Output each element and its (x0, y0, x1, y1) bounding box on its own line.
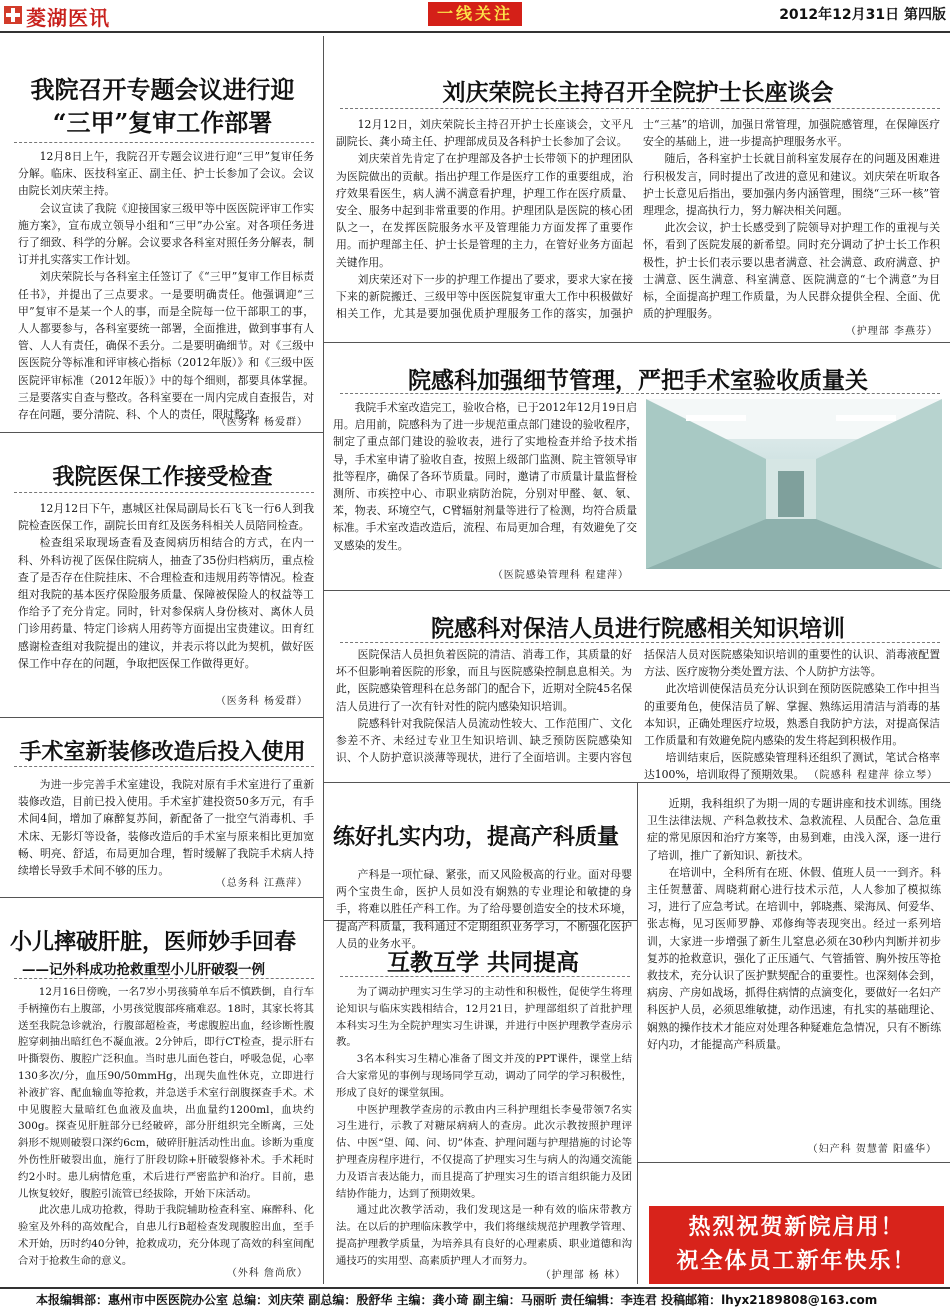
logo-text: 菱湖医讯 (26, 6, 110, 30)
banner-line: 祝全体员工新年快乐！ (676, 1249, 917, 1274)
article-signature: （医务科 杨爱群） (215, 696, 308, 707)
article-signature: （外科 詹尚欣） (226, 1268, 308, 1279)
section-divider (0, 897, 323, 898)
article-signature: （护理部 杨 林） (540, 1270, 626, 1281)
article-title: 互教互学 共同提高 (386, 949, 579, 976)
article-subtitle: ——记外科成功抢救重型小儿肝破裂一例 (22, 962, 265, 978)
newspaper-logo (4, 2, 144, 30)
article-signature: （妇产科 贺慧蕾 阳盛华） (807, 1144, 937, 1155)
article-signature: （医务科 杨爱群） (215, 417, 308, 428)
article-title: 我院召开专题会议进行迎 (30, 75, 295, 104)
editorial-footer: 本报编辑部：惠州市中医医院办公室 总编：刘庆荣 副总编：殷舒华 主编：龚小琦 副主编：马丽昕 责任编辑：李连君 投稿邮箱：lhyx2189808@163.com (0, 1287, 950, 1309)
article-body: 12月12日下午，惠城区社保局副局长石飞飞一行6人到我院检查医保工作，副院长田育红及医务科相关人员陪同检查。 检查组采取现场查看及查阅病历相结合的方式，在内一科、外科访视了医保住院病人，抽查了35份归档病历，重点检查了是否存在住院挂床、不合理检查和违规用药等情况。检查组对我院的基本医疗保险服务质量、保障被保险人的权益等工作给予了充分肯定。同时，针对参保病人身份核对、离休人员门诊用药量、特定门诊病人用药等方面提出宝贵建议。田育红感谢检查组对我院提出的建议，并表示将以此为契机，做好医保工作中存在的问题，争取把医保工作做得更好。 (18, 502, 314, 670)
header-rule (0, 31, 950, 33)
article-signature: （总务科 江燕萍） (215, 878, 308, 889)
column-tag: 一线关注 (428, 2, 522, 26)
section-divider (0, 432, 323, 433)
section-divider (637, 1162, 950, 1163)
article-body: 我院手术室改造完工，验收合格，已于2012年12月19日启用。启用前，院感科为了进一步规范重点部门建设的验收程序，制定了重点部门建设的验收表，进行了实地检查并给予技术指导，手术室申请了验收自查，按照上级部门监测、院主管领导审批等程序，确保了各环节质量。同时，邀请了市质量计量监督检测所、市疾控中心、市职业病防治院，分别对甲醛、氨、氡、苯，物表、环境空气，C臂辐射剂量等进行了检测，均符合质量标准。手术室改造改造后，流程、布局更加合理，有效避免了交叉感染的发生。 (333, 401, 637, 552)
article-body: 医院保洁人员担负着医院的清洁、消毒工作，其质量的好坏不但影响着医院的形象，而且与医院感染控制息息相关。为此，医院感染管理科在总务部门的配合下，近期对全院45名保洁人员进行了一次有针对性的院内感染知识培训。 院感科针对我院保洁人员流动性较大、工作范围广、文化参差不齐、未经过专业卫生知识培训、缺乏预防医院感染知识、个人防护意识淡薄等现状，进行了全面培训。主要内容包括保洁人员对医院感染知识培训的重要性的认识、消毒液配置方法、医疗废物分类处置方法、个人防护方法等。 此次培训使保洁员充分认识到在预防医院感染工作中担当的重要角色，使保洁员了解、掌握、熟练运用清洁与消毒的基本知识，正确处理医疗垃圾，熟悉自我防护方法，对提高保洁工作质量和有效避免院内感染的发生将起到积极作用。 培训结束后，医院感染管理科还组织了测试，笔试合格率达100%，培训取得了预期效果。 (336, 648, 940, 782)
article-title: 院感科对保洁人员进行院感相关知识培训 (431, 615, 845, 642)
title-underline (340, 976, 630, 977)
article-title: 练好扎实内功，提高产科质量 (333, 824, 620, 850)
title-underline (14, 492, 314, 493)
title-underline (340, 642, 940, 643)
title-underline (14, 142, 314, 143)
section-divider (0, 717, 323, 718)
corridor-illustration (646, 399, 942, 569)
section-divider (323, 590, 950, 591)
column-divider (323, 36, 324, 1284)
article-title: 刘庆荣院长主持召开全院护士长座谈会 (442, 79, 834, 106)
cross-icon (4, 6, 22, 24)
article-body: 12月8日上午，我院召开专题会议进行迎“三甲”复审任务分解。临床、医技科室正、副主任、护士长参加了会议。会议由院长刘庆荣主持。 会议宣读了我院《迎接国家三级甲等中医医院评审工作实施方案》，宣布成立领导小组和“三甲”办公室。对各项任务进行了细致、科学的分解。会议要求各科室对照任务分解表，制订并扎实落实工作计划。 刘庆荣院长与各科室主任签订了《“三甲”复审工作目标责任书》，并提出了三点要求。一是要明确责任。他强调迎“三甲”复审不是某一个人的事，而是全院每一位干部职工的事，人人都要参与，各科室要统一部署，全面推进，做到事事有人管、人人有责任，确保不丢分。二是要明确细节。对《三级中医医院分等标准和评审核心指标（2012年版）》和《三级中医医院评审标准（2012年版）》中的每个细则，都要具体掌握。三是要落实自查与整改。各科室要在一周内完成自查报告，对存在问题，要分清院、科、个人的责任，限时整改。 (18, 150, 314, 422)
article-title: “三甲”复审工作部署 (52, 108, 273, 137)
title-underline (14, 978, 314, 979)
article-title: 我院医保工作接受检查 (52, 464, 273, 490)
article-title: 小儿摔破肝脏，医师妙手回春 (10, 929, 297, 955)
article-body: 12月12日，刘庆荣院长主持召开护士长座谈会，文平凡副院长、龚小琦主任、护理部成员及各科护士长参加了会议。 刘庆荣首先肯定了在护理部及各护士长带领下的护理团队为医院做出的贡献。指出护理工作是医疗工作的重要组成，治疗效果看医生，病人满不满意看护理，护理工作在医疗质量、安全、服务中起到非常重要的作用。护理团队是医院的核心团队之一，在发挥医院服务水平及管理能力方面发挥了重要作用。而护理部主任、护士长是管理的主力，在管好业务方面起关键作用。 刘庆荣还对下一步的护理工作提出了要求，要求大家在接下来的新院搬迁、三级甲等中医医院复审重大工作中积极做好相关工作，尤其是要加强优质护理服务工作的落实，加强护士“三基”的培训，加强日常管理，加强院感管理，在保障医疗安全的基础上，进一步提高护理服务水平。 随后，各科室护士长就目前科室发展存在的问题及困难进行积极发言，同时提出了改进的意见和建议。刘庆荣在听取各护士长意见后指出，要加强内务内涵管理，围绕“三环一核”管理理念，提高执行力，努力解决相关问题。 此次会议，护士长感受到了院领导对护理工作的重视与关怀，看到了医院发展的新希望。同时充分调动了护士长工作积极性，护士长们表示要以患者满意、社会满意、政府满意、护士满意、医生满意、科室满意、医院满意的“七个满意”为目标，全面提高护理工作质量，为人民群众提供全程、全面、优质的护理服务。 (336, 118, 940, 321)
title-underline (14, 766, 314, 767)
column-divider (637, 782, 638, 1284)
article-signature: （医院感染管理科 程建萍） (492, 570, 629, 581)
greeting-banner (649, 1206, 944, 1284)
banner-line: 热烈祝贺新院启用！ (688, 1215, 905, 1240)
article-body: 12月16日傍晚，一名7岁小男孩骑单车后不慎跌倒，自行车手柄撞伤右上腹部，小男孩觉腹部疼痛难忍。18时，其家长将其送至我院急诊就治，行腹部超检查，考虑腹腔出血，经诊断性腹腔穿刺抽出暗红色不凝血液。2分钟后，即行CT检查，提示肝右叶撕裂伤、腹腔广泛积血。当时患儿面色苍白，呼吸急促，心率130多次/分，血压90/50mmHg，出现失血性休克，立即进行补液扩容、配血输血等抢救，并急送手术室行剖腹探查手术。术中见腹腔大量暗红色血液及血块，出血量约1200ml，血块约300g。探查见肝脏部分已经破碎，部分肝组织完全断离，三处斜形不规则破裂口深约6cm，破碎肝脏活动性出血。诊断为重度外伤性肝破裂出血，施行了肝段切除+肝破裂修补术。手术耗时约2小时。患儿病情危重，术后进行严密监护和治疗。目前，患儿恢复较好，腹腔引流管已经拔除，开始下床活动。 此次患儿成功抢救，得助于我院辅助检查科室、麻醉科、化验室及外科的高效配合，自患儿行B超检查发现腹腔出血，至手术开始，历时约40分钟，抢救成功，充分体现了高效的科室间配合对于抢救生命的意义。 (18, 986, 314, 1267)
operating-room-photo (646, 399, 942, 569)
article-title: 院感科加强细节管理，严把手术室验收质量关 (408, 367, 868, 394)
title-underline (340, 108, 940, 109)
article-body: 产科是一项忙碌、紧张，而又风险极高的行业。面对母婴两个宝贵生命，医护人员如没有娴熟的专业理论和敏捷的身手，将难以胜任产科工作。为了给母婴创造安全的技术环境，提高产科质量，我科通过不定期组织业务学习，不断强化医护人员的业务水平。 (336, 868, 632, 950)
article-body: 为了调动护理实习生学习的主动性和积极性，促使学生将理论知识与临床实践相结合，12月21日，护理部组织了首批护理本科实习生为全院护理实习生讲课，并进行中医护理教学查房示教。 3名本科实习生精心准备了图文并茂的PPT课件，课堂上结合大家常见的事例与现场同学互动，调动了同学的学习积极性，形成了良好的课堂氛围。 中医护理教学查房的示教由内三科护理组长李曼带领7名实习生进行，示教了对糖尿病病人的查房。此次示教按照护理评估、中医“望、闻、问、切”体查、护理问题与护理措施的讨论等护理查房程序进行，不仅提高了护理实习生与病人的沟通交流能力及语言表达能力，而且提高了护理实习生的语言组织能力及团结协作能力，达到了预期效果。 通过此次教学活动，我们发现这是一种有效的临床带教方法。在以后的护理临床教学中，我们将继续规范护理教学管理、提高护理教学质量，为培养具有良好的心理素质、职业道德和沟通技巧的实用型、高素质护理人才而努力。 (336, 986, 632, 1267)
section-divider (323, 342, 950, 343)
title-underline (340, 393, 940, 394)
article-body-continued: 近期，我科组织了为期一周的专题讲座和技术训练。围绕卫生法律法规、产科急救技术、急救流程、人员配合、急危重症的常见原因和治疗方案等，由易到难，由浅入深，逐一进行了培训，推广了新知识、新技术。 在培训中，全科所有在班、休假、值班人员一一到齐。科主任贺慧蕾、周晓莉耐心进行技术示范，人人参加了模拟练习，进行了应急考试。在培训中，郭晓燕、梁海凤、何爱华、张志梅，见习医师罗静、邓修绚等表现突出。经过一系列培训，大家进一步增强了新生儿窒息必须在30秒内判断并初步复苏的抢救意识，强化了正压通气、气管插管、胸外按压等抢救技术，充分认识了医护默契配合的重要性。也深刻体会到，病房、产房如战场，抓得住病情的点滴变化，要做好一名妇产科医护人员，必须思维敏捷，动作迅速，有扎实的基础理论、娴熟的操作技术才能应对处理各种疑难危急情况，只有不断练好内功，才能提高产科质量。 (647, 797, 941, 1051)
article-body: 为进一步完善手术室建设，我院对原有手术室进行了重新装修改造，目前已投入使用。手术室扩建投资50多万元，有手术间4间，增加了麻醉复苏间，新配备了一批空气消毒机、手术床、无影灯等设备，装修改造后的手术室与原来相比更加宽畅、明亮、舒适，布局更加合理，暂时缓解了我院手术病人持续增长导致手术间不够的压力。 (18, 778, 314, 878)
article-title: 手术室新装修改造后投入使用 (19, 739, 306, 765)
article-signature: （护理部 李燕芬） (845, 326, 938, 337)
issue-date: 2012年12月31日 第四版 (779, 7, 946, 23)
article-signature: （院感科 程建萍 徐立琴） (808, 770, 938, 781)
